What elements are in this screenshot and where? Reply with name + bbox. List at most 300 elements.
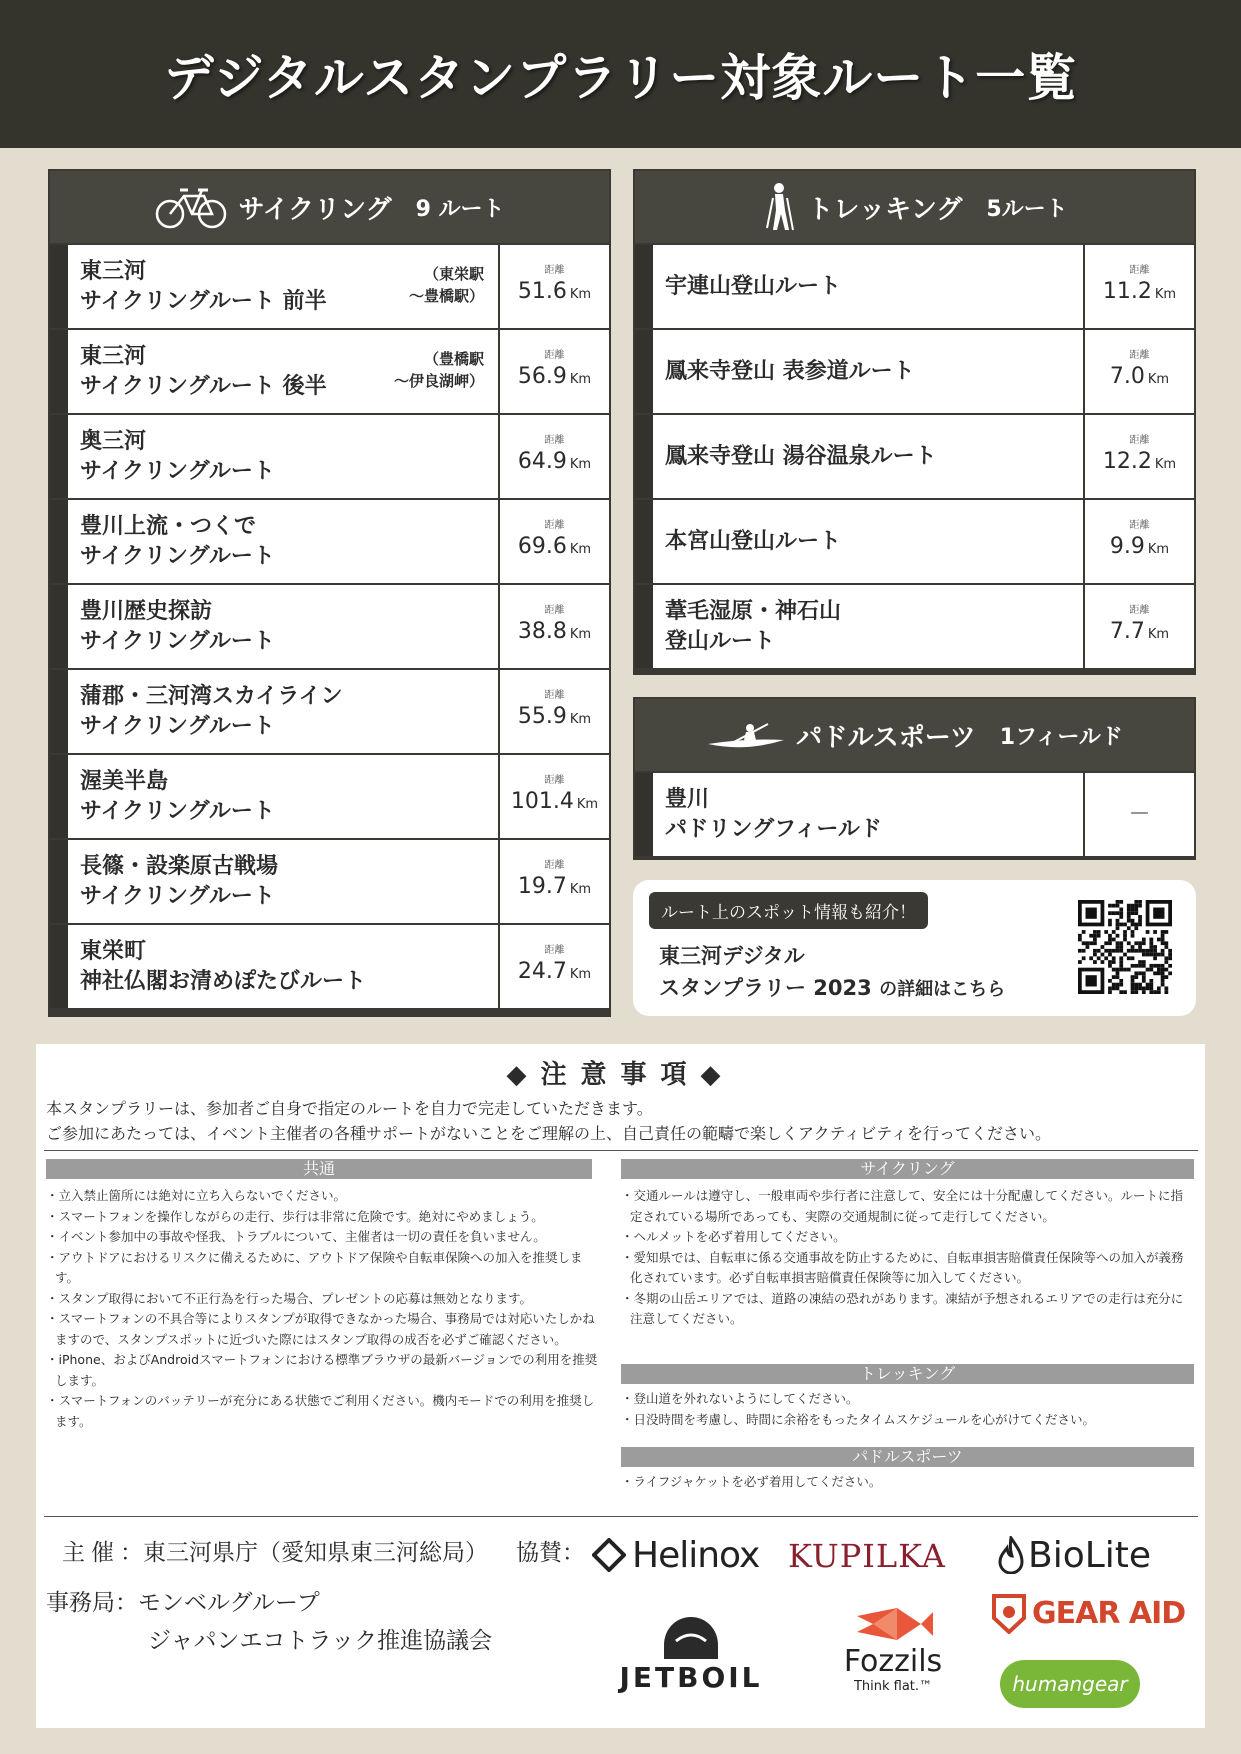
qr-module (1112, 956, 1116, 960)
biolite-logo (998, 1530, 1151, 1580)
trekking-count: 5ルート (986, 196, 1068, 222)
note-item: ・スマートフォンを操作しながらの走行、歩行は非常に危険です。絶対にやめましょう。 (46, 1208, 544, 1224)
qr-module (1149, 968, 1153, 972)
route-name-line2: サイクリングルート (80, 798, 275, 824)
header-bar (0, 0, 1241, 148)
route-name-line2: サイクリングルート (80, 883, 275, 909)
qr-module (1131, 923, 1135, 927)
qr-module (1161, 938, 1165, 942)
qr-module (1161, 941, 1165, 945)
route-name-line1: 鳳来寺登山 湯谷温泉ルート (665, 443, 937, 469)
qr-module (1108, 911, 1112, 915)
kayak-icon (706, 718, 786, 752)
qr-module (1112, 968, 1116, 972)
distance-number: 38.8 (517, 619, 567, 644)
fozzils-logo (828, 1604, 958, 1704)
qr-module (1138, 949, 1142, 953)
divider (44, 1516, 1198, 1517)
distance-unit: Km (569, 542, 592, 557)
qr-module (1108, 964, 1112, 968)
qr-module (1161, 953, 1165, 957)
helinox-diamond-icon (592, 1538, 626, 1572)
route-name-line1: 豊川歴史探訪 (80, 598, 213, 624)
row-marker (50, 670, 68, 753)
qr-module (1108, 904, 1112, 908)
trekking-panel (633, 169, 1196, 675)
qr-module (1131, 919, 1135, 923)
qr-module (1089, 934, 1093, 938)
qr-module (1116, 904, 1120, 908)
qr-module (1157, 968, 1161, 972)
qr-module (1164, 945, 1168, 949)
qr-module (1108, 941, 1112, 945)
trekking-title: トレッキング (807, 194, 963, 225)
host-label: 主催 (62, 1540, 120, 1566)
notes-section (36, 1044, 1205, 1728)
kupilka-logo (788, 1534, 946, 1578)
distance-unit: Km (1154, 287, 1177, 302)
distance-unit: Km (569, 287, 592, 302)
distance-value (518, 278, 591, 309)
distance-cell (1083, 585, 1194, 668)
qr-module (1168, 956, 1172, 960)
route-name-line1: 葦毛湿原・神石山 (665, 598, 842, 624)
details-line1: 東三河デジタル (659, 944, 805, 968)
qr-module (1112, 938, 1116, 942)
route-name (653, 415, 1083, 498)
qr-module (1116, 900, 1120, 904)
row-marker (50, 415, 68, 498)
qr-module (1131, 979, 1135, 983)
route-note-line2: ～豊橋駅） (408, 287, 484, 305)
qr-module (1161, 983, 1165, 987)
route-name-line1: 豊川上流・つくで (80, 513, 257, 539)
trekking-notes-list (621, 1389, 1194, 1430)
divider (44, 1150, 1198, 1151)
qr-module (1093, 941, 1097, 945)
row-marker (50, 330, 68, 413)
qr-module (1089, 941, 1093, 945)
qr-module (1153, 964, 1157, 968)
distance-cell (1083, 773, 1194, 856)
distance-label: 距離 (1129, 520, 1150, 531)
distance-unit: Km (569, 882, 592, 897)
qr-module (1112, 949, 1116, 953)
paddle-section-bar: パドルスポーツ (621, 1447, 1194, 1467)
paddle-count: 1フィールド (999, 724, 1123, 750)
qr-module (1142, 964, 1146, 968)
qr-module (1119, 923, 1123, 927)
support-label: 協賛： (516, 1540, 585, 1566)
cycling-title: サイクリング (238, 194, 392, 225)
qr-module (1131, 934, 1135, 938)
route-note-line1: （東栄駅 (423, 265, 484, 283)
route-name (68, 925, 498, 1008)
qr-module (1149, 953, 1153, 957)
distance-label: 距離 (1129, 605, 1150, 616)
qr-module (1149, 949, 1153, 953)
row-marker (635, 415, 653, 498)
details-line2 (659, 972, 1005, 1006)
host-name: ：東三河県庁（愛知県東三河総局） (120, 1540, 488, 1566)
distance-value (518, 363, 591, 394)
qr-module (1108, 960, 1112, 964)
route-name-line1: 奥三河 (80, 428, 147, 454)
distance-cell (498, 670, 609, 753)
qr-module (1153, 949, 1157, 953)
qr-module (1086, 975, 1097, 986)
qr-module (1131, 983, 1135, 987)
qr-module (1138, 904, 1142, 908)
qr-code[interactable] (1078, 898, 1172, 996)
qr-module (1108, 990, 1112, 994)
qr-module (1146, 930, 1150, 934)
distance-unit: Km (569, 457, 592, 472)
distance-unit: Km (1147, 627, 1170, 642)
row-marker (50, 925, 68, 1008)
distance-value (518, 958, 591, 989)
qr-module (1146, 986, 1150, 990)
qr-module (1131, 986, 1135, 990)
qr-module (1127, 911, 1131, 915)
qr-module (1116, 945, 1120, 949)
note-item: ・冬期の山岳エリアでは、道路の凍結の恐れがあります。凍結が予想されるエリアでの走行は充分に注意してください。 (621, 1290, 1184, 1326)
route-name (68, 585, 498, 668)
distance-label: 距離 (544, 775, 565, 786)
cycling-route-row (50, 243, 609, 328)
qr-module (1108, 938, 1112, 942)
distance-number: 51.6 (517, 279, 567, 304)
qr-module (1097, 956, 1101, 960)
route-name (68, 245, 498, 328)
qr-module (1138, 919, 1142, 923)
qr-module (1123, 930, 1127, 934)
qr-module (1146, 983, 1150, 987)
distance-value (518, 448, 591, 479)
qr-module (1161, 964, 1165, 968)
qr-module (1108, 949, 1112, 953)
qr-module (1131, 975, 1135, 979)
qr-module (1123, 934, 1127, 938)
qr-module (1116, 949, 1120, 953)
distance-number: 64.9 (517, 449, 567, 474)
route-note-line2: ～伊良湖岬） (393, 372, 484, 390)
qr-module (1112, 986, 1116, 990)
details-line2-main: スタンプラリー 2023 (659, 976, 872, 1000)
note-item: ・イベント参加中の事故や怪我、トラブルについて、主催者は一切の責任を負いません。 (46, 1229, 546, 1244)
biolite-text: BioLite (1028, 1534, 1152, 1576)
distance-cell (1083, 245, 1194, 328)
page-title: デジタルスタンプラリー対象ルート一覧 (163, 49, 1078, 107)
qr-module (1123, 968, 1127, 972)
cycling-route-row (50, 923, 609, 1008)
qr-module (1119, 983, 1123, 987)
qr-module (1138, 964, 1142, 968)
qr-module (1153, 971, 1157, 975)
route-name-line2: サイクリングルート (80, 458, 275, 484)
jetboil-emblem-icon (656, 1615, 726, 1661)
qr-module (1134, 908, 1138, 912)
fozzils-tagline: Think flat.™ (853, 1679, 933, 1694)
qr-module (1138, 986, 1142, 990)
helinox-logo (592, 1530, 759, 1580)
qr-module (1116, 975, 1120, 979)
qr-module (1131, 964, 1135, 968)
route-name (653, 245, 1083, 328)
qr-module (1127, 941, 1131, 945)
cycling-count: 9 ルート (415, 196, 505, 222)
qr-module (1161, 971, 1165, 975)
qr-module (1119, 911, 1123, 915)
qr-module (1164, 986, 1168, 990)
note-item: ・交通ルールは遵守し、一般車両や歩行者に注意して、安全には十分配慮してください。ルートに指定されている場所であっても、実際の交通規制に従って走行してください。 (621, 1188, 1184, 1224)
distance-label: 距離 (544, 690, 565, 701)
distance-cell (1083, 415, 1194, 498)
route-name-line2: サイクリングルート (80, 713, 275, 739)
qr-module (1164, 941, 1168, 945)
qr-module (1093, 960, 1097, 964)
qr-module (1157, 986, 1161, 990)
qr-module (1149, 986, 1153, 990)
route-name (653, 500, 1083, 583)
distance-number: 56.9 (517, 364, 567, 389)
qr-module (1082, 930, 1086, 934)
qr-module (1138, 960, 1142, 964)
qr-module (1146, 968, 1150, 972)
distance-cell (1083, 330, 1194, 413)
qr-module (1149, 983, 1153, 987)
qr-module (1149, 979, 1153, 983)
flame-icon (998, 1536, 1024, 1574)
route-name-line1: 本宮山登山ルート (665, 528, 842, 554)
distance-number: 19.7 (517, 874, 567, 899)
qr-module (1078, 960, 1082, 964)
distance-value (518, 873, 591, 904)
qr-module (1168, 971, 1172, 975)
notes-intro-line2: ご参加にあたっては、イベント主催者の各種サポートがないことをご理解の上、自己責任の範疇で楽しくアクティビティを行ってください。 (46, 1124, 1051, 1143)
qr-module (1153, 930, 1157, 934)
distance-label: 距離 (544, 860, 565, 871)
route-name-line2: パドリングフィールド (665, 816, 882, 842)
qr-module (1138, 900, 1142, 904)
note-item: ・日没時間を考慮し、時間に余裕をもったタイムスケジュールを心がけてください。 (621, 1411, 1096, 1427)
qr-module (1164, 990, 1168, 994)
distance-unit: Km (1154, 457, 1177, 472)
route-name-line2: サイクリングルート 後半 (80, 373, 327, 399)
qr-module (1127, 908, 1131, 912)
qr-module (1127, 915, 1131, 919)
cycling-route-row (50, 498, 609, 583)
qr-module (1157, 971, 1161, 975)
qr-module (1093, 930, 1097, 934)
distance-value: － (1128, 801, 1151, 827)
qr-module (1119, 964, 1123, 968)
qr-module (1149, 990, 1153, 994)
route-name-line1: 鳳来寺登山 表参道ルート (665, 358, 915, 384)
qr-module (1146, 953, 1150, 957)
qr-module (1142, 953, 1146, 957)
qr-module (1119, 956, 1123, 960)
route-name-line1: 東栄町 (80, 938, 147, 964)
cycling-header (50, 171, 609, 243)
distance-number: 101.4 (510, 789, 574, 814)
qr-module (1086, 945, 1090, 949)
cycling-route-row (50, 668, 609, 753)
qr-module (1134, 926, 1138, 930)
distance-cell (498, 330, 609, 413)
qr-module (1119, 945, 1123, 949)
qr-module (1157, 953, 1161, 957)
qr-module (1108, 919, 1112, 923)
qr-module (1101, 945, 1105, 949)
route-name (68, 330, 498, 413)
notes-intro-line1: 本スタンプラリーは、参加者ご自身で指定のルートを自力で完走していただきます。 (46, 1099, 653, 1118)
qr-module (1101, 953, 1105, 957)
distance-cell (1083, 500, 1194, 583)
distance-number: 11.2 (1102, 279, 1152, 304)
qr-module (1086, 908, 1097, 919)
trekking-route-row (635, 413, 1194, 498)
qr-module (1149, 945, 1153, 949)
qr-module (1127, 904, 1131, 908)
qr-module (1153, 945, 1157, 949)
common-section-bar: 共通 (46, 1159, 592, 1179)
distance-label: 距離 (544, 350, 565, 361)
qr-module (1119, 979, 1123, 983)
notes-title: ◆注意事項◆ (506, 1060, 735, 1090)
paddle-title: パドルスポーツ (796, 722, 976, 753)
distance-label: 距離 (544, 605, 565, 616)
qr-module (1104, 930, 1108, 934)
row-marker (50, 585, 68, 668)
qr-module (1142, 960, 1146, 964)
details-info-box[interactable] (633, 880, 1196, 1016)
qr-module (1116, 919, 1120, 923)
qr-module (1149, 938, 1153, 942)
qr-module (1164, 956, 1168, 960)
paddle-notes-list (621, 1472, 1194, 1493)
gearaid-text: GEAR AID (1032, 1595, 1186, 1631)
qr-module (1131, 990, 1135, 994)
qr-module (1123, 938, 1127, 942)
qr-module (1119, 915, 1123, 919)
row-marker (635, 773, 653, 856)
distance-cell (498, 840, 609, 923)
route-name (653, 773, 1083, 856)
distance-number: 69.6 (517, 534, 567, 559)
cycling-route-row (50, 753, 609, 838)
route-name-line2: 登山ルート (665, 628, 776, 654)
note-item: ・愛知県では、自転車に係る交通事故を防止するために、自転車損害賠償責任保険等への加入が義務化されています。必ず自転車損害賠償責任保険等に加入してください。 (621, 1249, 1184, 1285)
qr-module (1127, 968, 1131, 972)
qr-module (1142, 979, 1146, 983)
qr-module (1131, 930, 1135, 934)
qr-module (1153, 953, 1157, 957)
distance-label: 距離 (1129, 350, 1150, 361)
humangear-text: humangear (1012, 1672, 1128, 1696)
qr-module (1119, 990, 1123, 994)
qr-module (1142, 949, 1146, 953)
qr-module (1119, 900, 1123, 904)
route-name (68, 755, 498, 838)
qr-module (1097, 949, 1101, 953)
cycling-route-row (50, 328, 609, 413)
qr-module (1127, 926, 1131, 930)
qr-module (1134, 904, 1138, 908)
qr-module (1119, 941, 1123, 945)
route-name (68, 670, 498, 753)
qr-module (1138, 923, 1142, 927)
distance-value (1110, 363, 1169, 394)
distance-unit: Km (1147, 542, 1170, 557)
distance-label: 距離 (544, 520, 565, 531)
route-name (68, 500, 498, 583)
paddle-header (635, 699, 1194, 771)
spot-info-badge: ルート上のスポット情報も紹介！ (649, 892, 928, 929)
qr-module (1149, 964, 1153, 968)
qr-module (1134, 923, 1138, 927)
qr-module (1108, 979, 1112, 983)
cycling-route-row (50, 583, 609, 668)
qr-module (1138, 983, 1142, 987)
qr-module (1093, 938, 1097, 942)
qr-module (1131, 908, 1135, 912)
distance-unit: Km (569, 712, 592, 727)
qr-module (1164, 960, 1168, 964)
qr-module (1119, 960, 1123, 964)
qr-module (1142, 971, 1146, 975)
distance-label: 距離 (1129, 435, 1150, 446)
qr-module (1164, 930, 1168, 934)
distance-cell (498, 925, 609, 1008)
qr-module (1127, 919, 1131, 923)
kupilka-text: KUPILKA (788, 1537, 946, 1575)
distance-value (1103, 278, 1176, 309)
cycling-section-bar: サイクリング (621, 1159, 1194, 1179)
route-note (409, 263, 484, 307)
distance-cell (498, 245, 609, 328)
qr-module (1127, 956, 1131, 960)
note-item: ・iPhone、およびAndroidスマートフォンにおける標準ブラウザの最新バージョンでの利用を推奨します。 (46, 1352, 598, 1388)
route-name-line1: 豊川 (665, 786, 710, 812)
qr-module (1112, 930, 1116, 934)
qr-module (1131, 904, 1135, 908)
note-item: ・ライフジャケットを必ず着用してください。 (621, 1474, 882, 1489)
qr-module (1078, 938, 1082, 942)
qr-module (1131, 949, 1135, 953)
distance-unit: Km (569, 372, 592, 387)
route-name (653, 585, 1083, 668)
route-name-line2: サイクリングルート 前半 (80, 288, 327, 314)
qr-module (1153, 908, 1164, 919)
qr-module (1134, 911, 1138, 915)
qr-module (1168, 964, 1172, 968)
paddle-panel (633, 697, 1196, 860)
qr-module (1127, 949, 1131, 953)
jetboil-logo (596, 1604, 786, 1694)
qr-module (1131, 945, 1135, 949)
distance-number: 24.7 (517, 959, 567, 984)
qr-module (1138, 941, 1142, 945)
route-name-line2: サイクリングルート (80, 543, 275, 569)
common-notes-list (46, 1186, 602, 1432)
cycling-route-list (50, 243, 609, 1008)
qr-module (1157, 990, 1161, 994)
row-marker (50, 755, 68, 838)
cycling-route-row (50, 838, 609, 923)
qr-module (1108, 986, 1112, 990)
qr-module (1168, 949, 1172, 953)
